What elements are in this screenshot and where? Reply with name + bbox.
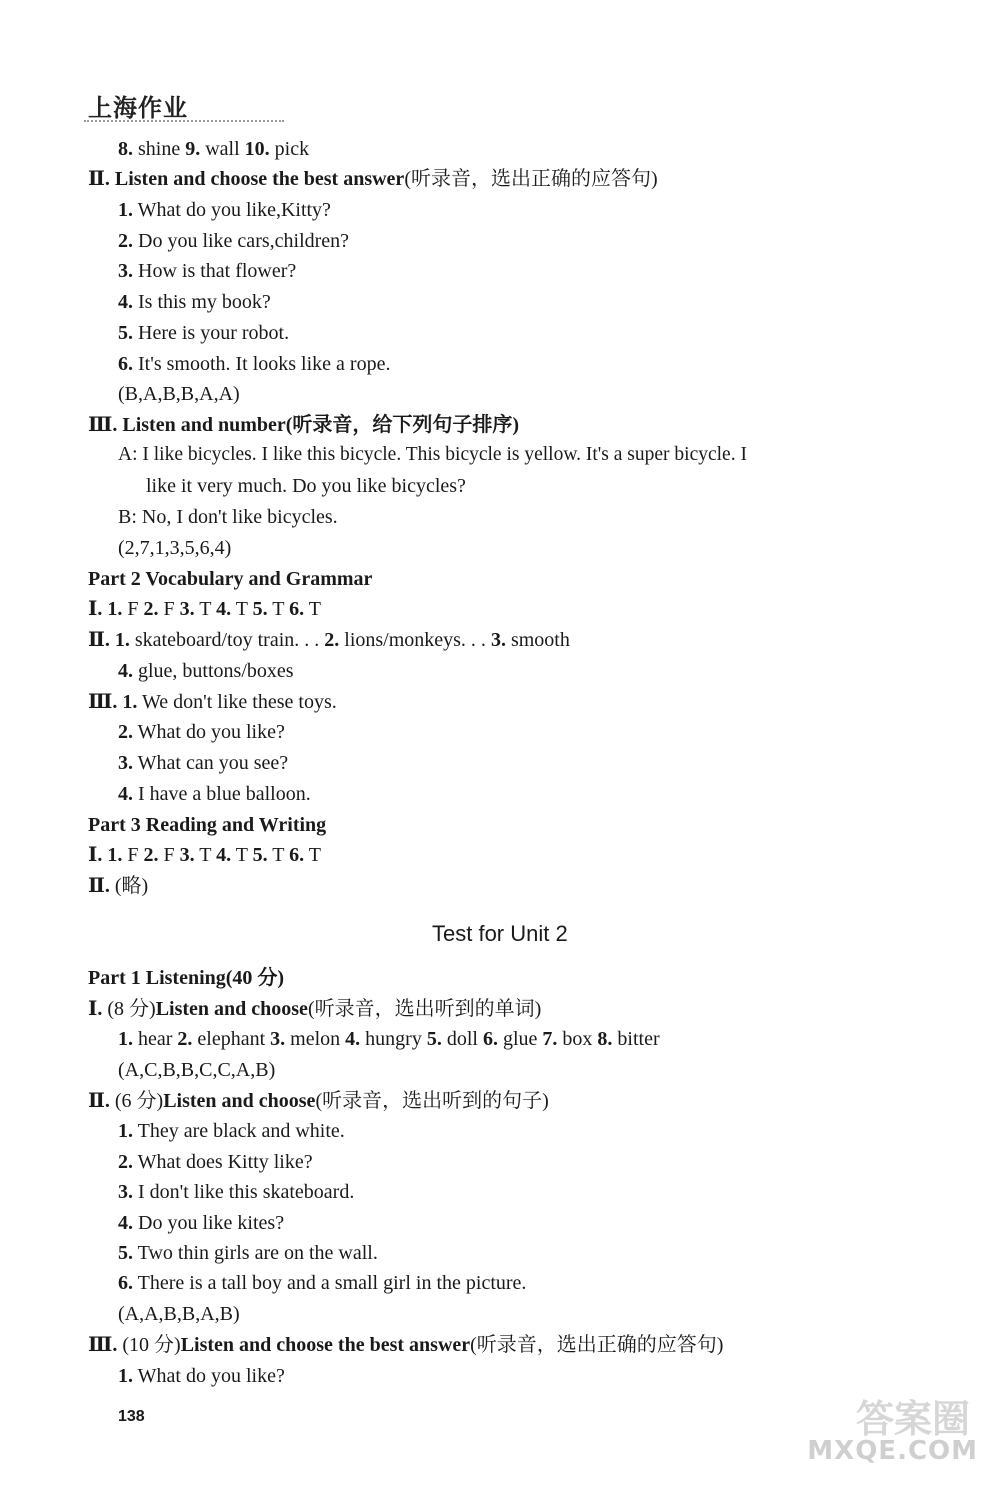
answer-line: B: No, I don't like bicycles.: [118, 506, 338, 528]
answer-line: 1. What do you like?: [118, 1365, 285, 1387]
answer-line: 5. Two thin girls are on the wall.: [118, 1242, 378, 1264]
answer-key: (A,C,B,B,C,C,A,B): [118, 1059, 276, 1081]
logo-decoration: [84, 112, 284, 122]
section-heading: Ⅱ. (6 分)Listen and choose(听录音，选出听到的句子): [88, 1090, 549, 1112]
answer-line: Ⅰ. 1. F 2. F 3. T 4. T 5. T 6. T: [88, 598, 321, 620]
section-heading: Ⅰ. (8 分)Listen and choose(听录音，选出听到的单词): [88, 998, 542, 1020]
answer-line: Ⅰ. 1. F 2. F 3. T 4. T 5. T 6. T: [88, 844, 321, 866]
answer-line: 2. What does Kitty like?: [118, 1151, 313, 1173]
answer-line: 1. What do you like,Kitty?: [118, 199, 331, 221]
answer-key: (B,A,B,B,A,A): [118, 383, 240, 405]
answer-line: 6. It's smooth. It looks like a rope.: [118, 353, 391, 375]
publisher-logo: 上海作业: [88, 94, 188, 122]
answer-key: (A,A,B,B,A,B): [118, 1303, 240, 1325]
answer-line: 5. Here is your robot.: [118, 322, 290, 344]
watermark-url: MXQE.COM: [807, 1436, 978, 1466]
answer-line: 4. I have a blue balloon.: [118, 783, 311, 805]
section-title: Test for Unit 2: [432, 921, 568, 946]
answer-line: 3. How is that flower?: [118, 260, 297, 282]
answer-line: 8. shine 9. wall 10. pick: [118, 138, 310, 160]
answer-line: 1. hear 2. elephant 3. melon 4. hungry 5. doll 6. glue 7. box 8. bitter: [118, 1028, 660, 1050]
answer-line: 4. Is this my book?: [118, 291, 271, 313]
part-heading: Part 3 Reading and Writing: [88, 814, 327, 836]
page-number: 138: [118, 1408, 145, 1425]
part-heading: Part 2 Vocabulary and Grammar: [88, 568, 373, 590]
answer-line: Ⅱ. (略): [88, 875, 149, 897]
answer-line: 4. glue, buttons/boxes: [118, 660, 294, 682]
answer-key: (2,7,1,3,5,6,4): [118, 537, 232, 559]
watermark: [760, 1386, 990, 1476]
answer-line: 2. What do you like?: [118, 721, 285, 743]
section-heading: Ⅲ. Listen and number(听录音，给下列句子排序): [88, 414, 520, 436]
answer-line: 3. I don't like this skateboard.: [118, 1181, 355, 1203]
answer-line: 6. There is a tall boy and a small girl in the picture.: [118, 1272, 527, 1294]
answer-line: 3. What can you see?: [118, 752, 289, 774]
answer-line: like it very much. Do you like bicycles?: [146, 475, 466, 497]
section-heading: Ⅱ. Listen and choose the best answer(听录音，选出正确的应答句): [88, 168, 658, 190]
answer-line: Ⅱ. 1. skateboard/toy train. . . 2. lions/monkeys. . . 3. smooth: [88, 629, 570, 651]
section-heading: Ⅲ. (10 分)Listen and choose the best answer(听录音，选出正确的应答句): [88, 1334, 724, 1356]
answer-line: 2. Do you like cars,children?: [118, 230, 350, 252]
answer-line: Ⅲ. 1. We don't like these toys.: [88, 691, 337, 713]
watermark-logo: 答案圈: [855, 1397, 970, 1441]
answer-line: 1. They are black and white.: [118, 1120, 345, 1142]
part-heading: Part 1 Listening(40 分): [88, 967, 285, 989]
answer-line: 4. Do you like kites?: [118, 1212, 285, 1234]
answer-line: A: I like bicycles. I like this bicycle. This bicycle is yellow. It's a super bicycle. I: [118, 444, 747, 465]
